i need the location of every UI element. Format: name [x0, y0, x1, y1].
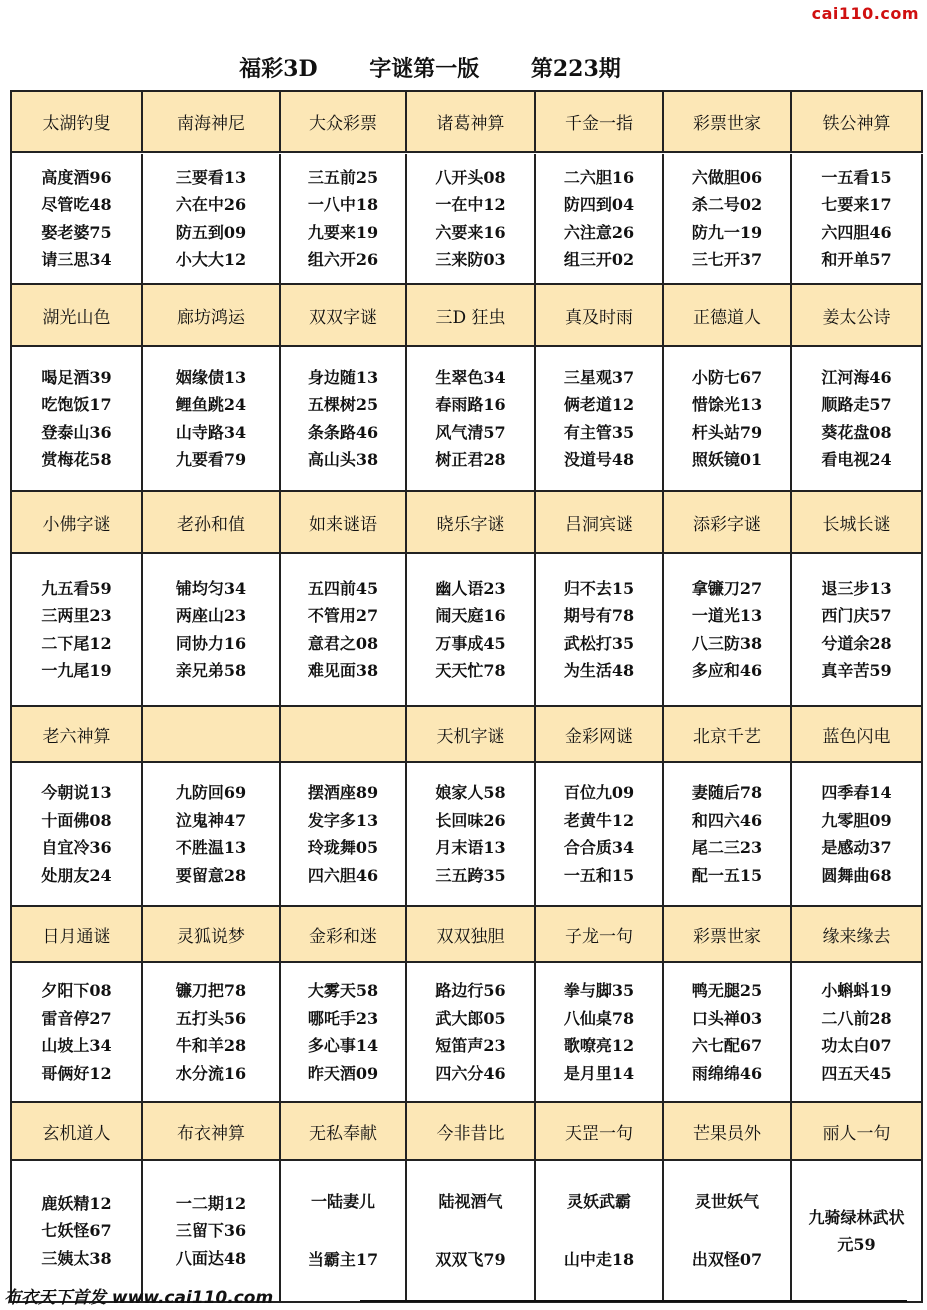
riddle-line: 不管用27 — [307, 606, 379, 625]
riddle-line: 不胜温13 — [175, 838, 247, 857]
riddle-line: 九五看59 — [41, 578, 112, 598]
riddle-line: 一五和15 — [563, 865, 635, 885]
riddle-line: 幽人语23 — [435, 578, 506, 598]
riddle-line: 期号有78 — [563, 606, 635, 625]
riddle-line: 六要来16 — [435, 222, 506, 242]
footer-watermark: 布衣天下首发 www.cai110.com — [4, 1288, 274, 1308]
riddle-author-name: 无私奉献 — [281, 1103, 407, 1161]
riddle-author-name: 金彩网谜 — [536, 707, 664, 763]
riddle-entry — [281, 963, 407, 1103]
riddle-line: 小防七67 — [691, 367, 763, 387]
riddle-line: 山寺路34 — [175, 422, 247, 442]
riddle-line: 惜馀光13 — [691, 395, 763, 414]
riddle-line: 一五看15 — [821, 167, 892, 187]
riddle-line: 三两里23 — [41, 606, 112, 625]
riddle-entry — [536, 154, 664, 285]
riddle-author-name: 天罡一句 — [536, 1103, 664, 1161]
riddle-author-name: 彩票世家 — [664, 907, 792, 963]
riddle-line: 西门庆57 — [821, 606, 892, 625]
riddle-author-name: 双双独胆 — [407, 907, 536, 963]
riddle-author-name: 添彩字谜 — [664, 492, 792, 554]
riddle-entry — [143, 347, 281, 492]
riddle-author-name: 天机字谜 — [407, 707, 536, 763]
riddle-line: 照妖镜01 — [691, 450, 763, 469]
riddle-author-name: 太湖钓叟 — [12, 92, 143, 153]
riddle-line: 尽管吃48 — [41, 195, 112, 214]
riddle-line: 雨绵绵46 — [691, 1063, 763, 1083]
riddle-line: 哪吒手23 — [307, 1008, 379, 1028]
riddle-line: 九要来19 — [307, 222, 379, 242]
riddle-entry — [792, 347, 923, 492]
riddle-author-name: 正德道人 — [664, 285, 792, 347]
riddle-line: 兮道余28 — [821, 633, 892, 653]
riddle-line: 五棵树25 — [307, 395, 379, 414]
riddle-line: 鲤鱼跳24 — [175, 395, 247, 414]
riddle-author-name: 如来谜语 — [281, 492, 407, 554]
riddle-entry — [12, 763, 143, 907]
riddle-line: 功太白07 — [821, 1036, 892, 1055]
riddle-line: 组三开02 — [563, 250, 635, 269]
riddle-line: 姻缘债13 — [175, 367, 247, 387]
riddle-line: 长回味26 — [435, 810, 506, 830]
riddle-line: 天天忙78 — [435, 661, 506, 680]
riddle-line: 鸭无腿25 — [691, 981, 763, 1000]
riddle-line: 防九一19 — [691, 222, 763, 242]
riddle-author-name: 吕洞宾谜 — [536, 492, 664, 554]
riddle-line: 小蝌蚪19 — [821, 981, 892, 1000]
riddle-line: 看电视24 — [821, 450, 892, 469]
riddle-line: 三七开37 — [691, 250, 763, 269]
riddle-entry — [407, 554, 536, 707]
riddle-line: 三五前25 — [307, 167, 379, 187]
riddle-line: 配一五15 — [691, 865, 763, 885]
site-logo: cai110.com — [811, 4, 919, 23]
riddle-line: 大雾天58 — [307, 981, 379, 1000]
riddle-line: 哥俩好12 — [41, 1063, 112, 1083]
riddle-author-name: 诸葛神算 — [407, 92, 536, 153]
riddle-line: 灵妖武霸 — [566, 1192, 631, 1212]
riddle-line: 葵花盘08 — [821, 422, 892, 442]
riddle-line: 小大大12 — [175, 250, 247, 269]
riddle-line: 出双怪07 — [691, 1250, 763, 1270]
riddle-author-name: 双双字谜 — [281, 285, 407, 347]
riddle-entry — [664, 554, 792, 707]
riddle-entry — [281, 347, 407, 492]
riddle-entry — [664, 1161, 792, 1303]
riddle-line: 有主管35 — [563, 422, 635, 442]
riddle-line: 为生活48 — [563, 661, 635, 680]
riddle-line: 尾二三23 — [691, 838, 763, 857]
riddle-author-name: 蓝色闪电 — [792, 707, 923, 763]
riddle-line: 是月里14 — [563, 1063, 635, 1083]
riddle-line: 三姨太38 — [41, 1248, 112, 1268]
riddle-entry — [536, 347, 664, 492]
riddle-author-name: 子龙一句 — [536, 907, 664, 963]
riddle-line: 歌嘹亮12 — [563, 1036, 635, 1055]
riddle-entry — [536, 1161, 664, 1303]
riddle-author-name: 玄机道人 — [12, 1103, 143, 1161]
riddle-line: 七要来17 — [821, 195, 892, 214]
riddle-line: 五打头56 — [175, 1008, 247, 1028]
riddle-author-name: 老六神算 — [12, 707, 143, 763]
riddle-line: 杆头站79 — [691, 422, 763, 442]
riddle-line: 五四前45 — [307, 578, 379, 598]
riddle-author-name: 廊坊鸿运 — [143, 285, 281, 347]
riddle-author-name: 姜太公诗 — [792, 285, 923, 347]
riddle-author-name: 大众彩票 — [281, 92, 407, 153]
riddle-line: 两座山23 — [175, 606, 247, 625]
riddle-line: 九骑绿林武状元59 — [808, 1208, 905, 1254]
riddle-author-name: 晓乐字谜 — [407, 492, 536, 554]
page-title: 福彩3D 字谜第一版 第223期 — [239, 56, 621, 82]
riddle-author-name: 缘来缘去 — [792, 907, 923, 963]
riddle-author-name: 千金一指 — [536, 92, 664, 153]
riddle-entry — [12, 963, 143, 1103]
riddle-line: 三要看13 — [175, 167, 247, 187]
riddle-line: 武松打35 — [563, 633, 635, 653]
riddle-entry — [143, 1161, 281, 1303]
riddle-line: 八三防38 — [691, 633, 763, 653]
riddle-line: 一陆妻儿 — [310, 1192, 375, 1212]
riddle-line: 多应和46 — [691, 661, 763, 680]
riddle-line: 万事成45 — [435, 633, 506, 653]
riddle-line: 喝足酒39 — [41, 367, 112, 387]
riddle-entry — [12, 1161, 143, 1303]
riddle-line: 月末语13 — [435, 838, 506, 857]
riddle-line: 组六开26 — [307, 250, 379, 269]
riddle-entry — [792, 963, 923, 1103]
riddle-line: 条条路46 — [307, 422, 379, 442]
riddle-entry — [407, 1161, 536, 1303]
riddle-line: 归不去15 — [563, 578, 635, 598]
riddle-author-name — [143, 707, 281, 763]
riddle-line: 树正君28 — [435, 450, 506, 469]
riddle-line: 拿镰刀27 — [691, 578, 763, 598]
riddle-line: 防四到04 — [563, 195, 635, 214]
riddle-author-name: 丽人一句 — [792, 1103, 923, 1161]
riddle-entry — [664, 347, 792, 492]
riddle-entry — [407, 963, 536, 1103]
riddle-line: 二八前28 — [821, 1008, 892, 1028]
riddle-line: 双双飞79 — [435, 1250, 506, 1270]
riddle-line: 山中走18 — [563, 1250, 635, 1270]
riddle-line: 自宜冷36 — [41, 838, 112, 857]
riddle-line: 百位九09 — [563, 783, 635, 802]
riddle-line: 真辛苦59 — [821, 661, 892, 680]
riddle-author-name: 老孙和值 — [143, 492, 281, 554]
riddle-line: 春雨路16 — [435, 395, 506, 414]
riddle-line: 当霸主17 — [307, 1250, 379, 1270]
riddle-entry — [281, 154, 407, 285]
riddle-line: 六做胆06 — [691, 167, 763, 187]
riddle-entry — [407, 154, 536, 285]
riddle-line: 合合质34 — [563, 838, 635, 857]
riddle-author-name — [281, 707, 407, 763]
riddle-line: 鹿妖精12 — [41, 1193, 112, 1213]
riddle-line: 顺路走57 — [821, 395, 892, 414]
riddle-line: 口头禅03 — [691, 1008, 763, 1028]
riddle-line: 今朝说13 — [41, 783, 112, 802]
riddle-line: 一九尾19 — [41, 661, 112, 680]
riddle-line: 杀二号02 — [691, 195, 763, 214]
riddle-line: 八开头08 — [435, 167, 506, 187]
riddle-line: 七妖怪67 — [41, 1221, 112, 1241]
riddle-line: 三留下36 — [175, 1221, 247, 1241]
riddle-entry — [407, 347, 536, 492]
riddle-line: 娶老婆75 — [41, 222, 112, 242]
riddle-line: 拳与脚35 — [563, 981, 635, 1000]
riddle-author-name: 真及时雨 — [536, 285, 664, 347]
riddle-author-name: 布衣神算 — [143, 1103, 281, 1161]
riddle-line: 防五到09 — [175, 222, 247, 242]
riddle-author-name: 芒果员外 — [664, 1103, 792, 1161]
riddle-author-name: 南海神尼 — [143, 92, 281, 153]
riddle-entry — [12, 347, 143, 492]
riddle-line: 三星观37 — [563, 367, 635, 387]
riddle-author-name: 彩票世家 — [664, 92, 792, 153]
riddle-line: 一道光13 — [691, 606, 763, 625]
riddle-line: 退三步13 — [821, 578, 892, 598]
riddle-entry — [12, 554, 143, 707]
riddle-author-name: 日月通谜 — [12, 907, 143, 963]
riddle-line: 发字多13 — [307, 810, 379, 830]
riddle-author-name: 今非昔比 — [407, 1103, 536, 1161]
riddle-line: 和开单57 — [821, 250, 892, 269]
riddle-line: 妻随后78 — [691, 783, 763, 802]
riddle-line: 老黄牛12 — [563, 810, 635, 830]
riddle-entry — [664, 963, 792, 1103]
riddle-line: 六在中26 — [175, 195, 247, 214]
riddle-line: 多心事14 — [307, 1036, 379, 1055]
riddle-line: 夕阳下08 — [41, 981, 112, 1000]
riddle-line: 九要看79 — [175, 450, 247, 469]
riddle-line: 四六胆46 — [307, 865, 379, 885]
riddle-line: 俩老道12 — [563, 395, 635, 414]
riddle-line: 身边随13 — [307, 367, 379, 387]
riddle-line: 要留意28 — [175, 865, 247, 885]
riddle-line: 吃饱饭17 — [41, 395, 112, 414]
riddle-entry — [143, 763, 281, 907]
riddle-line: 铺均匀34 — [175, 578, 247, 598]
riddle-entry — [792, 763, 923, 907]
riddle-line: 娘家人58 — [435, 783, 506, 802]
riddle-line: 亲兄弟58 — [175, 661, 247, 680]
riddle-line: 镰刀把78 — [175, 981, 247, 1000]
riddle-line: 一八中18 — [307, 195, 379, 214]
riddle-entry — [281, 554, 407, 707]
riddle-entry — [143, 154, 281, 285]
riddle-entry — [536, 554, 664, 707]
riddle-line: 陆视酒气 — [438, 1192, 503, 1212]
riddle-line: 同协力16 — [175, 633, 247, 653]
riddle-line: 路边行56 — [435, 981, 506, 1000]
riddle-line: 江河海46 — [821, 367, 892, 387]
riddle-line: 二六胆16 — [563, 167, 635, 187]
riddle-author-name: 金彩和迷 — [281, 907, 407, 963]
riddle-entry — [664, 763, 792, 907]
riddle-line: 山坡上34 — [41, 1036, 112, 1055]
riddle-author-name: 长城长谜 — [792, 492, 923, 554]
riddle-author-name: 三D 狂虫 — [407, 285, 536, 347]
riddle-line: 六七配67 — [691, 1036, 763, 1055]
riddle-line: 六四胆46 — [821, 222, 892, 242]
riddle-line: 一在中12 — [435, 195, 506, 214]
riddle-entry — [792, 154, 923, 285]
riddle-entry — [12, 154, 143, 285]
riddle-line: 四六分46 — [435, 1063, 506, 1083]
riddle-line: 八仙桌78 — [563, 1008, 635, 1028]
riddle-entry — [792, 1161, 923, 1303]
riddle-entry — [792, 554, 923, 707]
riddle-line: 圆舞曲68 — [821, 865, 892, 885]
riddle-line: 四季春14 — [821, 783, 892, 802]
riddle-line: 难见面38 — [307, 661, 379, 680]
riddle-line: 短笛声23 — [435, 1036, 506, 1055]
riddle-line: 九零胆09 — [821, 810, 892, 830]
riddle-entry — [281, 763, 407, 907]
riddle-line: 牛和羊28 — [175, 1036, 247, 1055]
riddle-line: 摆酒座89 — [307, 783, 379, 802]
riddle-line: 是感动37 — [821, 838, 892, 857]
riddle-line: 水分流16 — [175, 1063, 247, 1083]
riddle-line: 四五天45 — [821, 1063, 892, 1083]
riddle-entry — [143, 554, 281, 707]
footer-divider — [360, 1300, 907, 1302]
riddle-entry — [281, 1161, 407, 1303]
riddle-line: 八面达48 — [175, 1248, 247, 1268]
riddle-line: 九防回69 — [175, 783, 247, 802]
riddle-line: 赏梅花58 — [41, 450, 112, 469]
riddle-line: 三五跨35 — [435, 865, 506, 885]
riddle-entry — [664, 154, 792, 285]
riddle-entry — [536, 763, 664, 907]
riddle-line: 高山头38 — [307, 450, 379, 469]
riddle-author-name: 小佛字谜 — [12, 492, 143, 554]
riddle-entry — [143, 963, 281, 1103]
riddle-author-name: 灵狐说梦 — [143, 907, 281, 963]
riddle-line: 十面佛08 — [41, 810, 112, 830]
riddle-line: 意君之08 — [307, 633, 379, 653]
riddle-entry — [407, 763, 536, 907]
riddle-line: 和四六46 — [691, 810, 763, 830]
riddle-line: 灵世妖气 — [694, 1192, 759, 1212]
riddle-line: 闹天庭16 — [435, 606, 506, 625]
riddle-line: 三来防03 — [435, 250, 506, 269]
riddle-line: 生翠色34 — [435, 367, 506, 387]
riddle-author-name: 铁公神算 — [792, 92, 923, 153]
riddle-line: 请三思34 — [41, 250, 112, 269]
riddle-line: 处朋友24 — [41, 865, 112, 885]
riddle-table — [10, 90, 923, 1303]
riddle-line: 没道号48 — [563, 450, 635, 469]
riddle-line: 泣鬼神47 — [175, 810, 247, 830]
riddle-line: 高度酒96 — [41, 167, 112, 187]
riddle-line: 玲珑舞05 — [307, 838, 379, 857]
riddle-line: 昨天酒09 — [307, 1063, 379, 1083]
riddle-line: 一二期12 — [175, 1193, 247, 1213]
riddle-line: 登泰山36 — [41, 422, 112, 442]
riddle-line: 雷音停27 — [41, 1008, 112, 1028]
riddle-entry — [536, 963, 664, 1103]
riddle-line: 六注意26 — [563, 222, 635, 242]
riddle-line: 风气清57 — [435, 422, 506, 442]
riddle-line: 武大郎05 — [435, 1008, 506, 1028]
riddle-line: 二下尾12 — [41, 633, 112, 653]
riddle-author-name: 北京千艺 — [664, 707, 792, 763]
riddle-author-name: 湖光山色 — [12, 285, 143, 347]
